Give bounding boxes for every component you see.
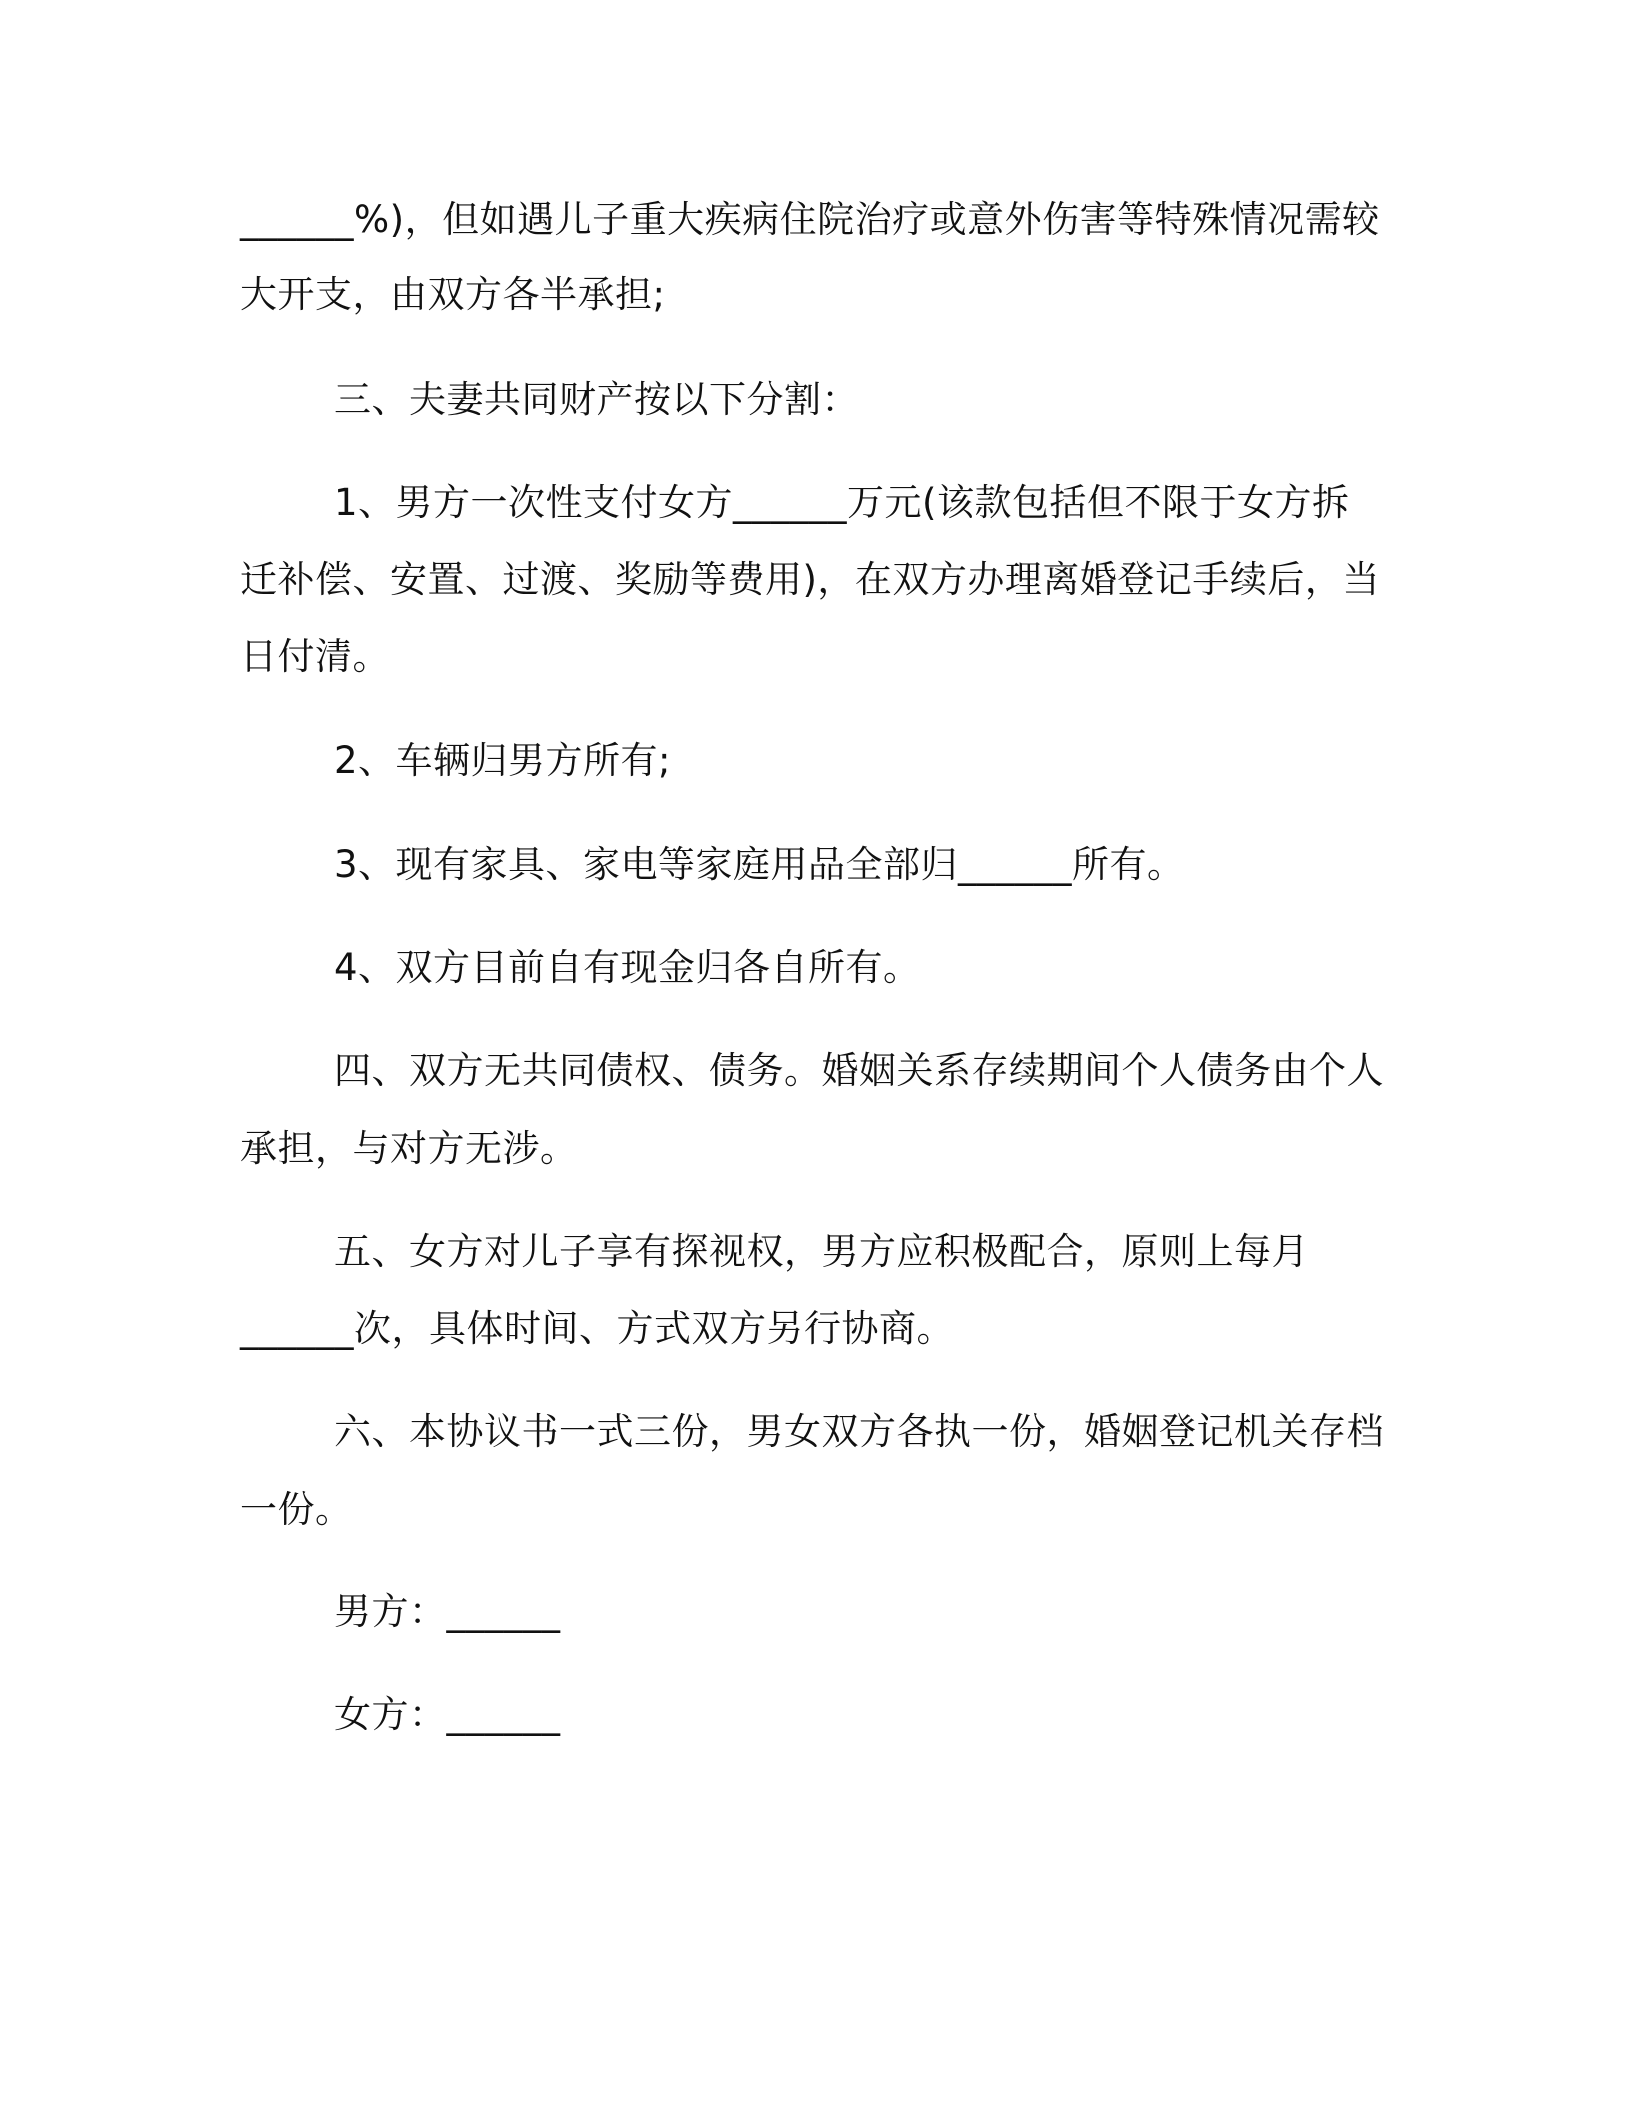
signature-line-female: 女方：______	[334, 1693, 561, 1736]
text-line: 一份。	[240, 1488, 353, 1531]
section-heading: 六、本协议书一式三份，男女双方各执一份，婚姻登记机关存档	[334, 1410, 1384, 1453]
section-heading: 四、双方无共同债权、债务。婚姻关系存续期间个人债务由个人	[334, 1049, 1384, 1092]
text-line: 2、车辆归男方所有;	[334, 739, 672, 782]
section-heading: 五、女方对儿子享有探视权，男方应积极配合，原则上每月	[334, 1230, 1309, 1273]
section-heading: 三、夫妻共同财产按以下分割：	[334, 378, 859, 421]
text-line: 3、现有家具、家电等家庭用品全部归______所有。	[334, 843, 1185, 886]
text-line: ______%)，但如遇儿子重大疾病住院治疗或意外伤害等特殊情况需较	[240, 198, 1380, 241]
text-line: 迁补偿、安置、过渡、奖励等费用)，在双方办理离婚登记手续后，当	[240, 558, 1380, 601]
signature-line-male: 男方：______	[334, 1590, 561, 1633]
text-line: 日付清。	[240, 635, 390, 678]
text-line: 4、双方目前自有现金归各自所有。	[334, 946, 921, 989]
text-line: ______次，具体时间、方式双方另行协商。	[240, 1307, 954, 1350]
text-line: 大开支，由双方各半承担;	[240, 273, 666, 316]
text-line: 1、男方一次性支付女方______万元(该款包括但不限于女方拆	[334, 481, 1350, 524]
text-line: 承担，与对方无涉。	[240, 1127, 578, 1170]
